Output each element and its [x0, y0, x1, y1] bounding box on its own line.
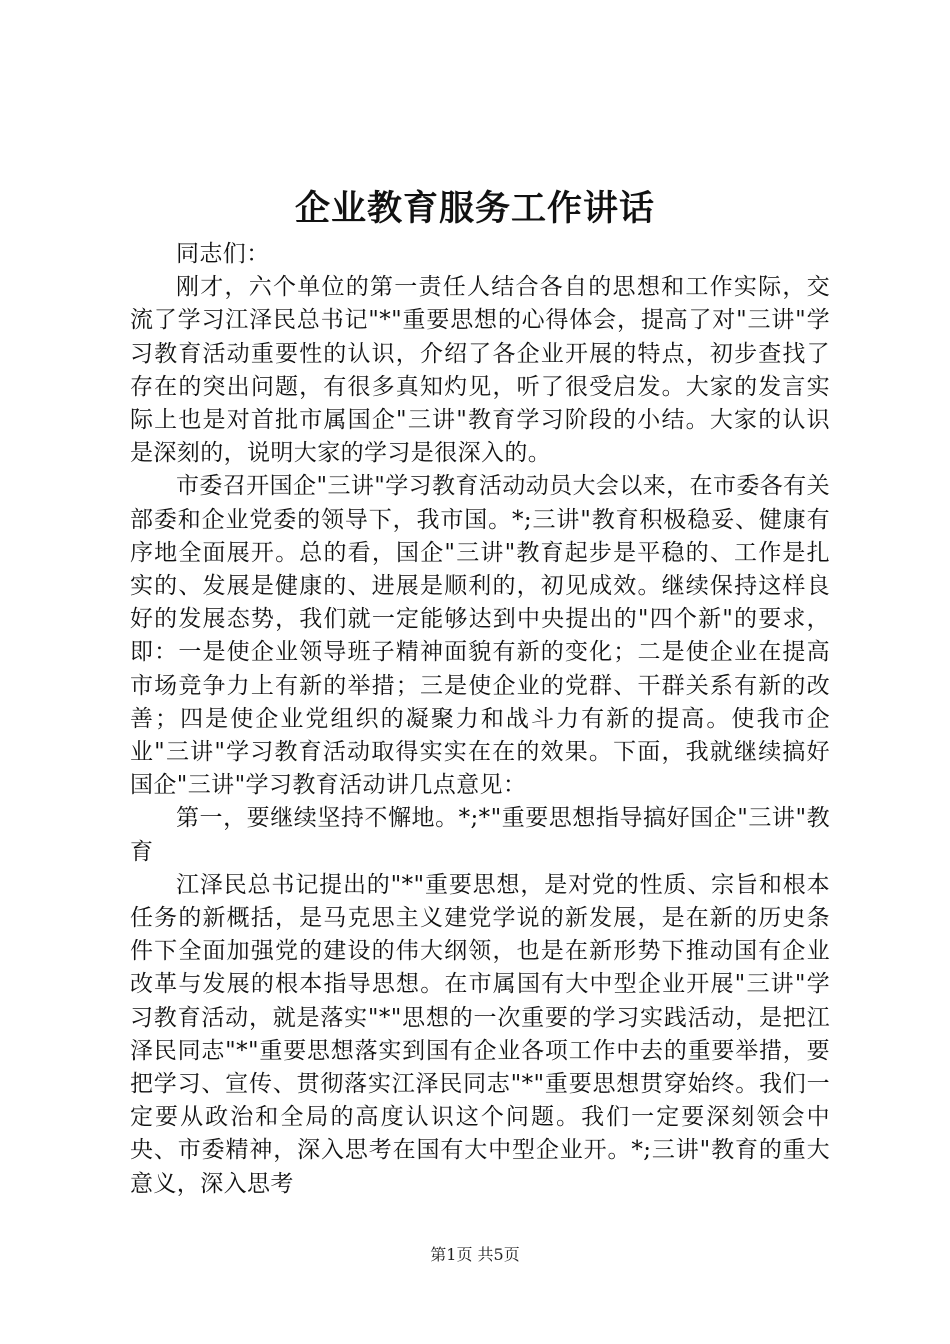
section-heading-paragraph: 第一，要继续坚持不懈地。*;*"重要思想指导搞好国企"三讲"教育 [130, 805, 830, 865]
document-body [130, 238, 830, 1201]
page-number-footer: 第1页 共5页 [430, 1245, 520, 1264]
document-title: 企业教育服务工作讲话 [294, 188, 655, 229]
salutation-paragraph: 同志们： [176, 241, 270, 267]
body-paragraph: 江泽民总书记提出的"*"重要思想，是对党的性质、宗旨和根本任务的新概括，是马克思主义建党学说的新发展，是在新的历史条件下全面加强党的建设的伟大纲领，也是在新形势下推动国有企业改革与发展的根本指导思想。在市属国有大中型企业开展"三讲"学习教育活动，就是落实"*"思想的一次重要的学习实践活动，是把江泽民同志"*"重要思想落实到国有企业各项工作中去的重要举措，要把学习、宣传、贯彻落实江泽民同志"*"重要思想贯穿始终。我们一定要从政治和全局的高度认识这个问题。我们一定要深刻领会中央、市委精神，深入思考在国有大中型企业开。*;三讲"教育的重大意义，深入思考 [130, 871, 830, 1197]
body-paragraph: 市委召开国企"三讲"学习教育活动动员大会以来，在市委各有关部委和企业党委的领导下，我市国。*;三讲"教育积极稳妥、健康有序地全面展开。总的看，国企"三讲"教育起步是平稳的、工作是扎实的、发展是健康的、进展是顺利的，初见成效。继续保持这样良好的发展态势，我们就一定能够达到中央提出的"四个新"的要求，即：一是使企业领导班子精神面貌有新的变化；二是使企业在提高市场竞争力上有新的举措；三是使企业的党群、干群关系有新的改善；四是使企业党组织的凝聚力和战斗力有新的提高。使我市企业"三讲"学习教育活动取得实实在在的效果。下面，我就继续搞好国企"三讲"学习教育活动讲几点意见： [130, 473, 830, 799]
body-paragraph: 刚才，六个单位的第一责任人结合各自的思想和工作实际，交流了学习江泽民总书记"*"重要思想的心得体会，提高了对"三讲"学习教育活动重要性的认识，介绍了各企业开展的特点，初步查找了存在的突出问题，有很多真知灼见，听了很受启发。大家的发言实际上也是对首批市属国企"三讲"教育学习阶段的小结。大家的认识是深刻的，说明大家的学习是很深入的。 [130, 274, 830, 467]
